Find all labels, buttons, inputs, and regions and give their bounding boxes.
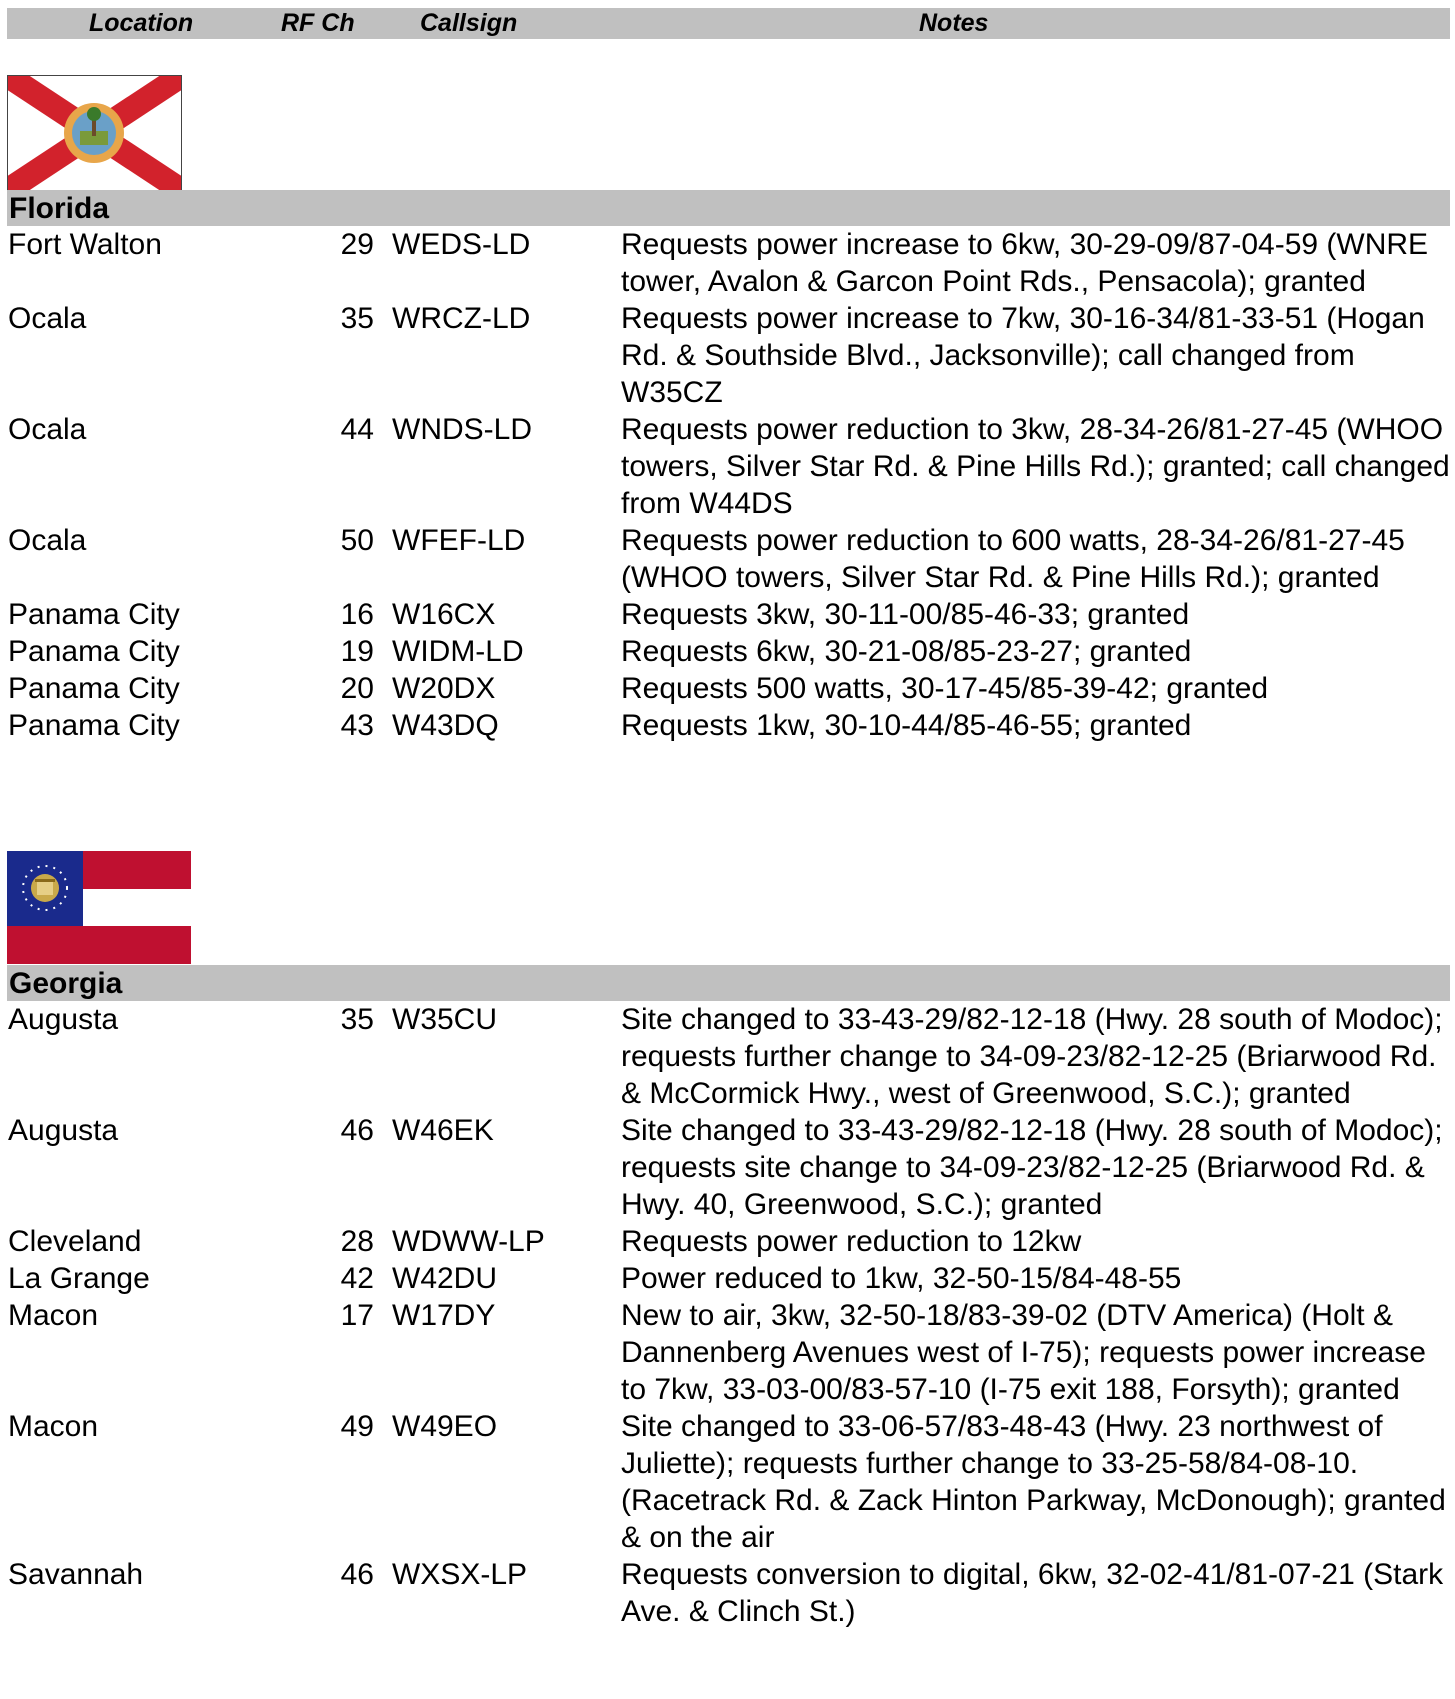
channel-cell: 29 [340, 228, 374, 261]
location-cell: Ocala [8, 302, 87, 335]
channel-cell: 35 [340, 1003, 374, 1036]
table-row [7, 1297, 1450, 1408]
notes-cell: Requests power increase to 6kw, 30-29-09/87-04-59 (WNRE tower, Avalon & Garcon Point Rds., Pensacola); granted [621, 228, 1429, 298]
table-row [7, 522, 1450, 596]
channel-cell: 20 [340, 672, 374, 705]
callsign-cell: W49EO [392, 1410, 498, 1443]
channel-cell: 16 [340, 598, 374, 631]
column-header-location: Location [89, 9, 194, 37]
notes-cell: Requests 6kw, 30-21-08/85-23-27; granted [621, 635, 1192, 668]
table-row [7, 1001, 1450, 1112]
table-row [7, 1223, 1450, 1260]
table-row [7, 670, 1450, 707]
channel-cell: 46 [340, 1114, 374, 1147]
callsign-cell: WDWW-LP [392, 1225, 545, 1258]
location-cell: Fort Walton [8, 228, 162, 261]
state-title-florida: Florida [9, 192, 110, 225]
location-cell: Panama City [8, 672, 180, 705]
channel-cell: 49 [340, 1410, 374, 1443]
notes-cell: New to air, 3kw, 32-50-18/83-39-02 (DTV America) (Holt & Dannenberg Avenues west of I-75); requests power increase to 7kw, 33-03-00/83-57-10 (I-75 exit 188, Forsyth); granted [621, 1299, 1426, 1406]
notes-cell: Requests power reduction to 3kw, 28-34-26/81-27-45 (WHOO towers, Silver Star Rd. & Pine Hills Rd.); granted; call changed from W44DS [621, 413, 1450, 520]
notes-cell: Requests 1kw, 30-10-44/85-46-55; granted [621, 709, 1192, 742]
location-cell: Cleveland [8, 1225, 142, 1258]
channel-cell: 44 [340, 413, 374, 446]
table-row [7, 1260, 1450, 1297]
state-title-georgia: Georgia [9, 967, 123, 1000]
column-header-callsign: Callsign [420, 9, 518, 37]
column-header-notes: Notes [919, 9, 989, 37]
callsign-cell: WXSX-LP [392, 1558, 528, 1591]
callsign-cell: WIDM-LD [392, 635, 524, 668]
table-row [7, 1556, 1450, 1630]
florida-flag-icon [7, 75, 182, 191]
location-cell: Macon [8, 1410, 99, 1443]
callsign-cell: W20DX [392, 672, 496, 705]
callsign-cell: W17DY [392, 1299, 496, 1332]
callsign-cell: W16CX [392, 598, 496, 631]
notes-cell: Requests power reduction to 12kw [621, 1225, 1082, 1258]
notes-cell: Requests power reduction to 600 watts, 28-34-26/81-27-45 (WHOO towers, Silver Star Rd. & Pine Hills Rd.); granted [621, 524, 1405, 594]
location-cell: Savannah [8, 1558, 144, 1591]
column-header-rf-ch: RF Ch [281, 9, 355, 37]
callsign-cell: WRCZ-LD [392, 302, 531, 335]
notes-cell: Requests power increase to 7kw, 30-16-34/81-33-51 (Hogan Rd. & Southside Blvd., Jacksonville); call changed from W35CZ [621, 302, 1425, 409]
location-cell: Panama City [8, 635, 180, 668]
state-band-georgia [7, 965, 1450, 1001]
georgia-flag-icon [7, 851, 191, 964]
location-cell: La Grange [8, 1262, 150, 1295]
location-cell: Augusta [8, 1003, 119, 1036]
callsign-cell: WFEF-LD [392, 524, 526, 557]
notes-cell: Requests 3kw, 30-11-00/85-46-33; granted [621, 598, 1190, 631]
location-cell: Panama City [8, 598, 180, 631]
table-row [7, 707, 1450, 744]
table-row [7, 1408, 1450, 1556]
callsign-cell: WNDS-LD [392, 413, 532, 446]
table-row [7, 226, 1450, 300]
table-row [7, 633, 1450, 670]
channel-cell: 35 [340, 302, 374, 335]
table-row [7, 596, 1450, 633]
callsign-cell: WEDS-LD [392, 228, 531, 261]
location-cell: Ocala [8, 524, 87, 557]
georgia-flag-graphic [7, 851, 191, 964]
notes-cell: Site changed to 33-06-57/83-48-43 (Hwy. 23 northwest of Juliette); requests further change to 33-25-58/84-08-10. (Racetrack Rd. & Zack Hinton Parkway, McDonough); granted & on the air [621, 1410, 1446, 1554]
state-band-florida [7, 190, 1450, 226]
channel-cell: 19 [340, 635, 374, 668]
channel-cell: 42 [340, 1262, 374, 1295]
florida-table [7, 226, 1450, 744]
notes-cell: Requests conversion to digital, 6kw, 32-02-41/81-07-21 (Stark Ave. & Clinch St.) [621, 1558, 1444, 1628]
notes-cell: Requests 500 watts, 30-17-45/85-39-42; granted [621, 672, 1269, 705]
channel-cell: 17 [340, 1299, 374, 1332]
callsign-cell: W35CU [392, 1003, 498, 1036]
channel-cell: 28 [340, 1225, 374, 1258]
location-cell: Panama City [8, 709, 180, 742]
callsign-cell: W46EK [392, 1114, 494, 1147]
location-cell: Augusta [8, 1114, 119, 1147]
channel-cell: 50 [340, 524, 374, 557]
florida-flag-graphic [8, 76, 181, 190]
column-header-bar [7, 8, 1450, 39]
location-cell: Macon [8, 1299, 99, 1332]
table-row [7, 411, 1450, 522]
notes-cell: Site changed to 33-43-29/82-12-18 (Hwy. 28 south of Modoc); requests site change to 34-09-23/82-12-25 (Briarwood Rd. & Hwy. 40, Greenwood, S.C.); granted [621, 1114, 1443, 1221]
georgia-table [7, 1001, 1450, 1630]
notes-cell: Site changed to 33-43-29/82-12-18 (Hwy. 28 south of Modoc); requests further change to 34-09-23/82-12-25 (Briarwood Rd. & McCormick Hwy., west of Greenwood, S.C.); granted [621, 1003, 1443, 1110]
callsign-cell: W43DQ [392, 709, 499, 742]
channel-cell: 43 [340, 709, 374, 742]
notes-cell: Power reduced to 1kw, 32-50-15/84-48-55 [621, 1262, 1182, 1295]
table-row [7, 300, 1450, 411]
location-cell: Ocala [8, 413, 87, 446]
channel-cell: 46 [340, 1558, 374, 1591]
table-row [7, 1112, 1450, 1223]
callsign-cell: W42DU [392, 1262, 498, 1295]
